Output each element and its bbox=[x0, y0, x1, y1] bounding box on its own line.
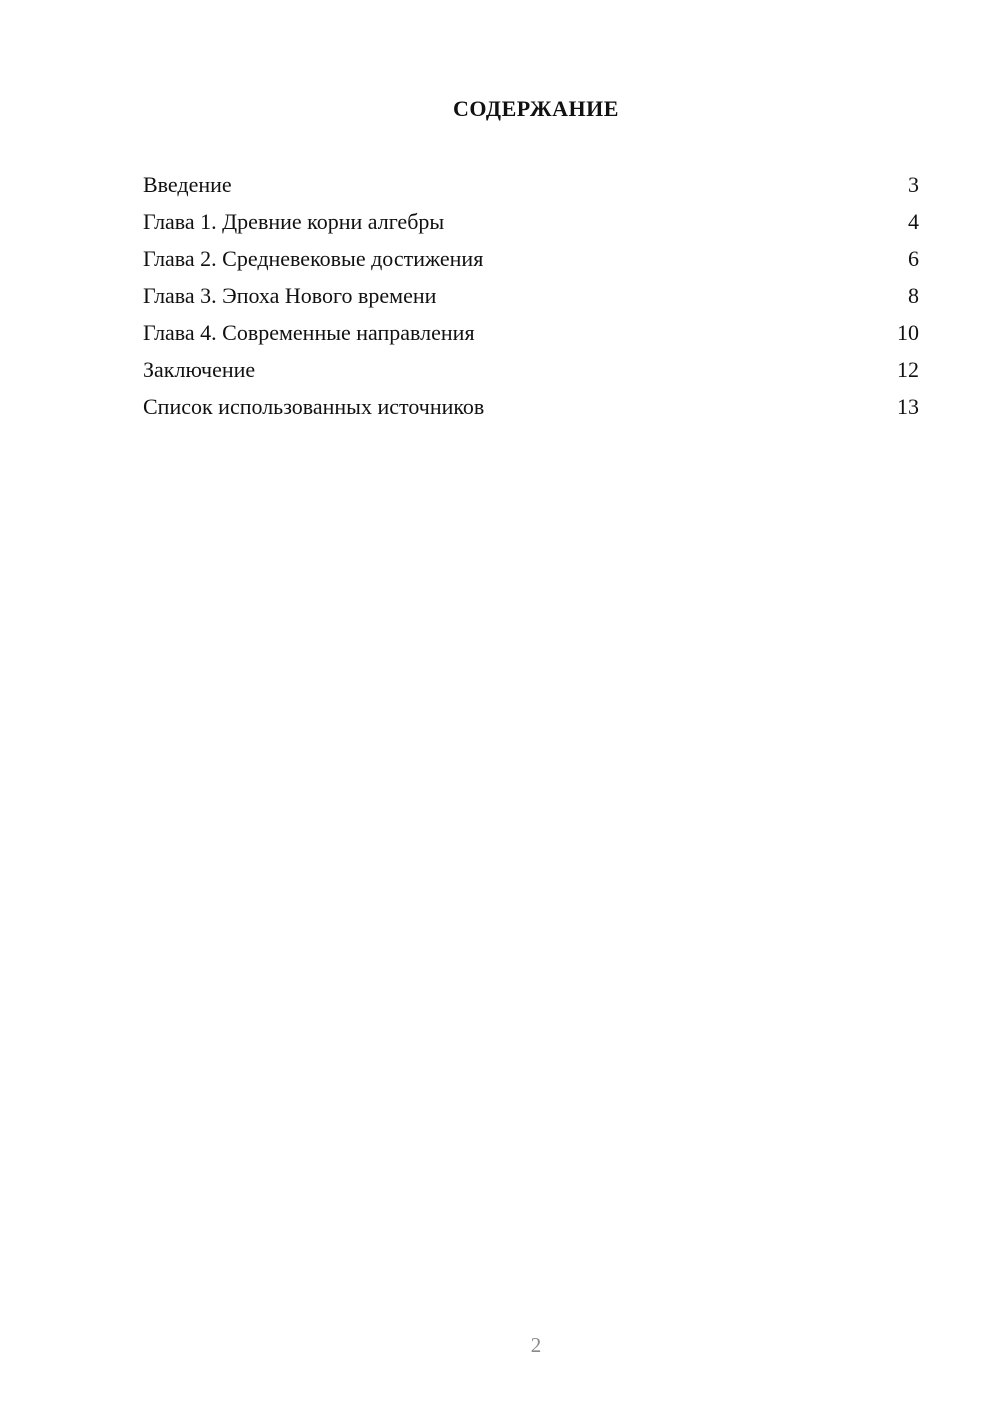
toc-entry-label: Глава 1. Древние корни алгебры bbox=[143, 209, 445, 234]
toc-entry-page: 10 bbox=[897, 320, 919, 345]
toc-entry-label: Список использованных источников bbox=[143, 394, 485, 419]
toc-entry-label: Введение bbox=[143, 172, 232, 197]
toc-entry-page: 6 bbox=[908, 246, 919, 271]
toc-entry-page: 12 bbox=[897, 357, 919, 382]
toc-entry-label: Заключение bbox=[143, 357, 256, 382]
toc-entry-chapter-2 bbox=[143, 244, 919, 281]
toc-entry-introduction bbox=[143, 170, 919, 207]
page-number: 2 bbox=[530, 1333, 542, 1357]
toc-title: СОДЕРЖАНИЕ bbox=[453, 96, 619, 121]
toc-entry-conclusion bbox=[143, 355, 919, 392]
toc-entry-page: 8 bbox=[908, 283, 919, 308]
toc-entry-page: 3 bbox=[908, 172, 919, 197]
table-of-contents bbox=[143, 170, 919, 429]
toc-entry-page: 13 bbox=[897, 394, 919, 419]
toc-entry-chapter-1 bbox=[143, 207, 919, 244]
toc-entry-label: Глава 3. Эпоха Нового времени bbox=[143, 283, 437, 308]
toc-entry-chapter-4 bbox=[143, 318, 919, 355]
toc-entry-page: 4 bbox=[908, 209, 919, 234]
toc-entry-label: Глава 2. Средневековые достижения bbox=[143, 246, 484, 271]
toc-entry-references bbox=[143, 392, 919, 429]
toc-entry-chapter-3 bbox=[143, 281, 919, 318]
toc-entry-label: Глава 4. Современные направления bbox=[143, 320, 475, 345]
